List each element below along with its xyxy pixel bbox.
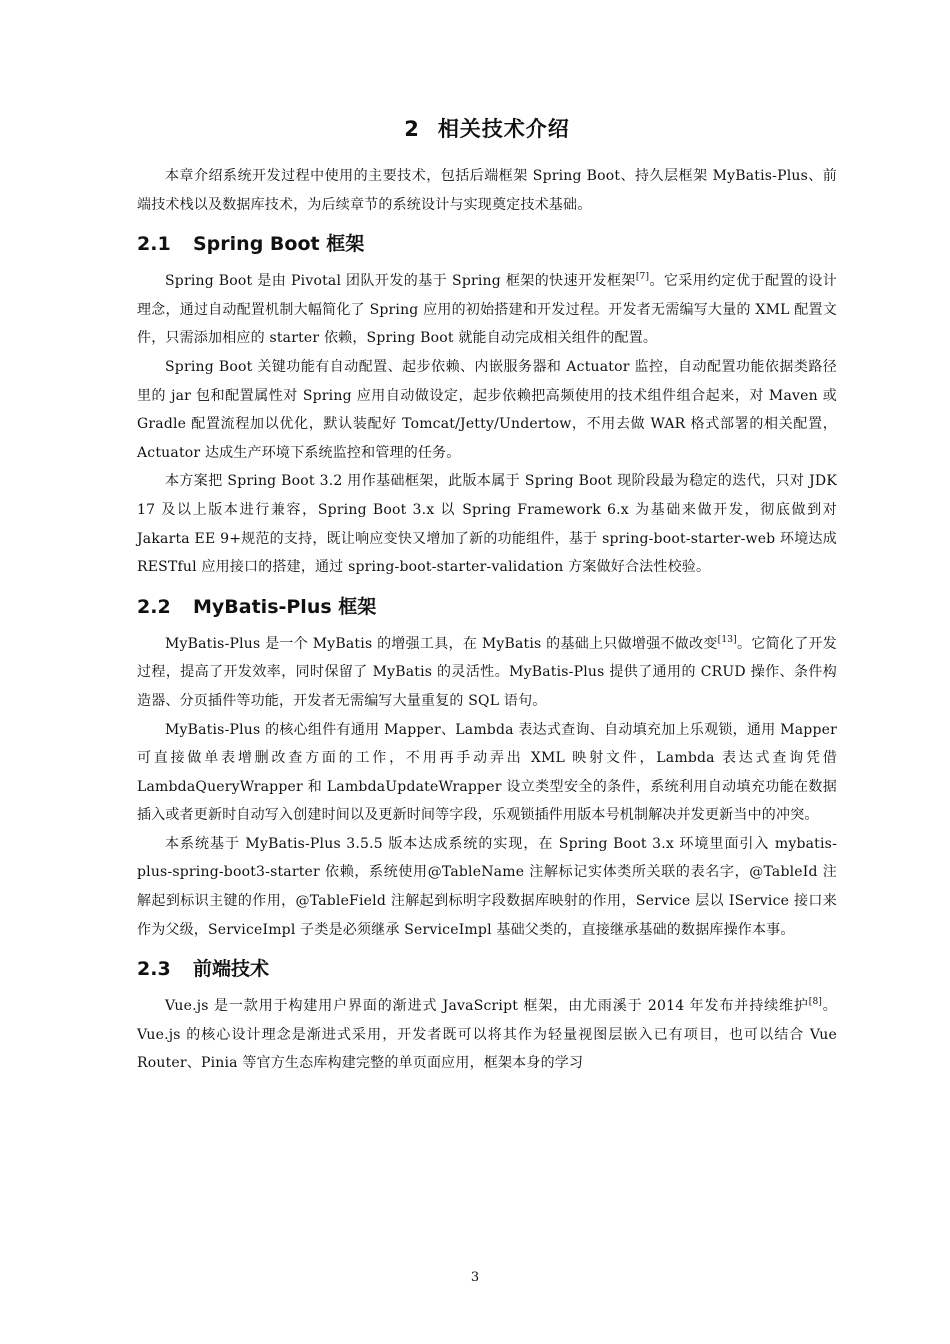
citation-ref: [7]	[635, 272, 650, 283]
paragraph	[137, 630, 837, 716]
citation-ref: [8]	[808, 997, 823, 1008]
paragraph-text: 。Vue.js 的核心设计理念是渐进式采用，开发者既可以将其作为轻量视图层嵌入已有项目，也可以结合 Vue Router、Pinia 等官方生态库构建完整的单页面应用，框架本身的学习	[137, 998, 837, 1072]
section-number: 2.3	[137, 958, 171, 981]
page-number: 3	[470, 1270, 480, 1285]
section-title: Spring Boot 框架	[193, 233, 365, 256]
page-content	[137, 112, 837, 1078]
paragraph-text: Spring Boot 是由 Pivotal 团队开发的基于 Spring 框架的快速开发框架	[165, 273, 636, 290]
paragraph-text: MyBatis-Plus 是一个 MyBatis 的增强工具，在 MyBatis 的基础上只做增强不做改变	[165, 635, 718, 652]
chapter-title-text: 相关技术介绍	[437, 117, 570, 141]
chapter-title	[137, 112, 837, 146]
section-heading-2-1	[137, 229, 837, 259]
paragraph	[137, 992, 837, 1078]
section-number: 2.1	[137, 233, 171, 256]
paragraph: 本方案把 Spring Boot 3.2 用作基础框架，此版本属于 Spring Boot 现阶段最为稳定的迭代，只对 JDK 17 及以上版本进行兼容，Spring Boot 3.x 以 Spring Framework 6.x 为基础来做开发，彻底做到对 Jakarta EE 9+规范的支持，既让响应变快又增加了新的功能组件，基于 spring-boot-starter-web 环境达成 RESTful 应用接口的搭建，通过 spring-boot-starter-validation 方案做好合法性校验。	[137, 473, 837, 576]
chapter-intro: 本章介绍系统开发过程中使用的主要技术，包括后端框架 Spring Boot、持久层框架 MyBatis-Plus、前端技术栈以及数据库技术，为后续章节的系统设计与实现奠定技术基础。	[137, 168, 837, 213]
section-heading-2-2	[137, 592, 837, 622]
paragraph	[137, 267, 837, 353]
paragraph-text: 。它简化了开发过程，提高了开发效率，同时保留了 MyBatis 的灵活性。MyBatis-Plus 提供了通用的 CRUD 操作、条件构造器、分页插件等功能，开发者无需编写大量重复的 SQL 语句。	[137, 635, 837, 709]
paragraph-text: 。它采用约定优于配置的设计理念，通过自动配置机制大幅简化了 Spring 应用的初始搭建和开发过程。开发者无需编写大量的 XML 配置文件，只需添加相应的 starter 依赖，Spring Boot 就能自动完成相关组件的配置。	[137, 273, 837, 347]
section-number: 2.2	[137, 595, 171, 618]
paragraph: Spring Boot 关键功能有自动配置、起步依赖、内嵌服务器和 Actuator 监控，自动配置功能依据类路径里的 jar 包和配置属性对 Spring 应用自动做设定，起步依赖把高频使用的技术组件组合起来，对 Maven 或 Gradle 配置流程加以优化，默认装配好 Tomcat/Jetty/Undertow，不用去做 WAR 格式部署的相关配置，Actuator 达成生产环境下系统监控和管理的任务。	[137, 358, 837, 461]
section-title: 前端技术	[193, 958, 270, 981]
paragraph: MyBatis-Plus 的核心组件有通用 Mapper、Lambda 表达式查询、自动填充加上乐观锁，通用 Mapper 可直接做单表增删改查方面的工作，不用再手动弄出 XML 映射文件，Lambda 表达式查询凭借 LambdaQueryWrapper 和 LambdaUpdateWrapper 设立类型安全的条件，系统利用自动填充功能在数据插入或者更新时自动写入创建时间以及更新时间等字段，乐观锁插件用版本号机制解决并发更新当中的冲突。	[137, 721, 837, 824]
section-heading-2-3	[137, 954, 837, 984]
paragraph: 本系统基于 MyBatis-Plus 3.5.5 版本达成系统的实现，在 Spring Boot 3.x 环境里面引入 mybatis-plus-spring-boot3-starter 依赖，系统使用@TableName 注解标记实体类所关联的表名字，@TableId 注解起到标识主键的作用，@TableField 注解起到标明字段数据库映射的作用，Service 层以 IService 接口来作为父级，ServiceImpl 子类是必须继承 ServiceImpl 基础父类的，直接继承基础的数据库操作本事。	[137, 835, 837, 938]
citation-ref: [13]	[717, 634, 737, 645]
paragraph-text: Vue.js 是一款用于构建用户界面的渐进式 JavaScript 框架，由尤雨溪于 2014 年发布并持续维护	[165, 998, 809, 1015]
chapter-number: 2	[404, 117, 420, 141]
section-title: MyBatis-Plus 框架	[193, 595, 377, 618]
